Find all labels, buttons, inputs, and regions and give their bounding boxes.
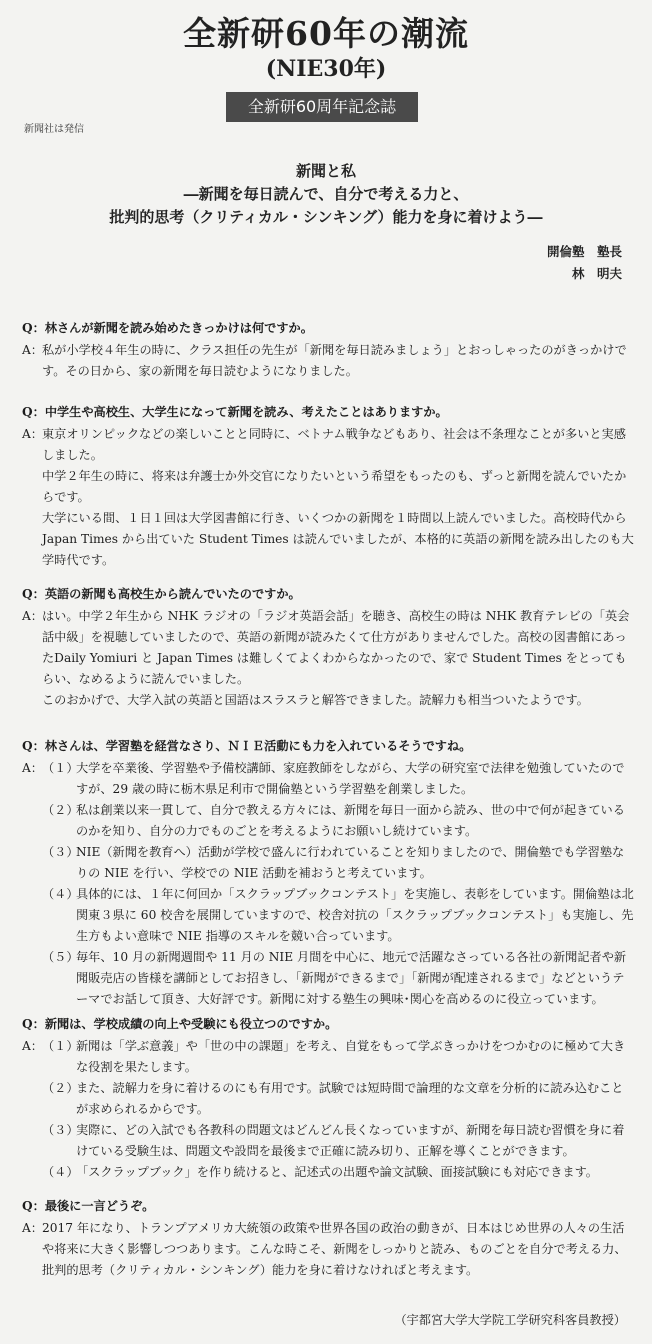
publisher-note: 新聞社は発信 <box>24 124 84 135</box>
answer: A： （１） 新聞は「学ぶ意義」や「世の中の課題」を考え、自覚をもって学ぶきっかけをつかむのに極めて大きな役割を果たします。 （２） また、読解力を身に着けるのにも有用です。試験では短時間で論理的な文章を分析的に読み込むことが求められるからです。 （３） 実際に、どの入試でも各教科の問題文はどんどん長くなっていますが、新聞を毎日読む習慣を身に着けている受験生は、問題文や設問を最後まで正確に読み切り、正解を導くことができます。 （４） 「スクラップブック」を作り続けると、記述式の出題や論文試験、面接試験にも対応できます。 <box>22 1036 634 1183</box>
answer-paragraph: 2017 年になり、トランプアメリカ大統領の政策や世界各国の政治の動きが、日本はじめ世界の人々の生活や将来に大きく影響しつつあります。こんな時こそ、新聞をしっかりと読み、ものごとを自分で考える力、批判的思考（クリティカル・シンキング）能力を身に着けなければと考えます。 <box>42 1221 627 1277</box>
answer-item: （１） 大学を卒業後、学習塾や予備校講師、家庭教師をしながら、大学の研究室で法律を勉強していたのですが、29 歳の時に栃木県足利市で開倫塾という学習塾を創業しました。 <box>42 761 625 796</box>
answer-paragraph: はい。中学２年生から NHK ラジオの「ラジオ英語会話」を聴き、高校生の時は NHK 教育テレビの「英会話中級」を視聴していましたので、英語の新聞が読みたくて仕方がありませんでした。高校の図書館にあったDaily Yomiuri と Japan Times は難しくてよくわからなかったので、家で Student Times をとってもらい、なめるように読んでいました。 <box>42 609 630 686</box>
article-heading-line2: ―新聞を毎日読んで、自分で考える力と、 <box>183 185 469 203</box>
question: Q：新聞は、学校成績の向上や受験にも役立つのですか。 <box>22 1017 338 1031</box>
answer-item: （２） 私は創業以来一貫して、自分で教える方々には、新聞を毎日一面から読み、世の中で何が起きているのかを知り、自分の力でものごとを考えるようにお願いし続けています。 <box>42 803 625 838</box>
answer-paragraph: 中学２年生の時に、将来は弁護士か外交官になりたいという希望をもったのも、ずっと新聞を読んでいたからです。 <box>42 469 627 504</box>
question: Q：最後に一言どうぞ。 <box>22 1199 155 1213</box>
qa-block-1 <box>22 318 634 382</box>
answer: A： 2017 年になり、トランプアメリカ大統領の政策や世界各国の政治の動きが、日本はじめ世界の人々の生活や将来に大きく影響しつつあります。こんな時こそ、新聞をしっかりと読み、ものごとを自分で考える力、批判的思考（クリティカル・シンキング）能力を身に着けなければと考えます。 <box>22 1218 634 1281</box>
answer-paragraph: 東京オリンピックなどの楽しいことと同時に、ベトナム戦争などもあり、社会は不条理なことが多いと実感しました。 <box>42 427 626 462</box>
article-heading-line1: 新聞と私 <box>295 162 356 180</box>
answer-paragraph: このおかげで、大学入試の英語と国語はスラスラと解答できました。読解力も相当ついたようです。 <box>42 693 589 707</box>
article-heading-line3: 批判的思考（クリティカル・シンキング）能力を身に着けよう― <box>109 208 543 226</box>
author-role: 開倫塾 塾長 <box>546 244 622 259</box>
question: Q：中学生や高校生、大学生になって新聞を読み、考えたことはありますか。 <box>22 405 448 419</box>
author-affiliation: （宇都宮大学大学院工学研究科客員教授） <box>394 1313 626 1327</box>
answer-item: （５） 毎年、10 月の新聞週間や 11 月の NIE 月間を中心に、地元で活躍なさっている各社の新聞記者や新聞販売店の皆様を講師としてお招きし、「新聞ができるまで」「新聞が配達されるまで」などというテーマでお話して頂き、大好評です。新聞に対する塾生の興味･関心を高めるのに役立っています。 <box>42 950 627 1006</box>
answer-item: （３） 実際に、どの入試でも各教科の問題文はどんどん長くなっていますが、新聞を毎日読む習慣を身に着けている受験生は、問題文や設問を最後まで正確に読み切り、正解を導くことができます。 <box>42 1123 625 1158</box>
answer-item: （１） 新聞は「学ぶ意義」や「世の中の課題」を考え、自覚をもって学ぶきっかけをつかむのに極めて大きな役割を果たします。 <box>42 1039 626 1074</box>
question: Q：林さんは、学習塾を経営なさり、ＮＩＥ活動にも力を入れているそうですね。 <box>22 739 472 753</box>
anniversary-badge: 全新研60周年記念誌 <box>226 92 418 122</box>
answer: A： 私が小学校４年生の時に、クラス担任の先生が「新聞を毎日読みましょう」とおっしゃったのがきっかけです。その日から、家の新聞を毎日読むようになりました。 <box>22 340 634 382</box>
answer: A： 東京オリンピックなどの楽しいことと同時に、ベトナム戦争などもあり、社会は不条理なことが多いと実感しました。 中学２年生の時に、将来は弁護士か外交官になりたいという希望をもったのも、ずっと新聞を読んでいたからです。 大学にいる間、１日１回は大学図書館に行き、いくつかの新聞を１時間以上読んでいました。高校時代から Japan Times から出ていた Student Times は読んでいましたが、本格的に英語の新聞を読み出したのも大学時代です。 <box>22 424 634 571</box>
answer-item: （３） NIE（新聞を教育へ）活動が学校で盛んに行われていることを知りましたので、開倫塾でも学習塾なりの NIE を行い、学校での NIE 活動を補おうと考えています。 <box>42 845 625 880</box>
answer-paragraph: 大学にいる間、１日１回は大学図書館に行き、いくつかの新聞を１時間以上読んでいました。高校時代から Japan Times から出ていた Student Times は読んでいましたが、本格的に英語の新聞を読み出したのも大学時代です。 <box>42 511 634 567</box>
answer: A： （１） 大学を卒業後、学習塾や予備校講師、家庭教師をしながら、大学の研究室で法律を勉強していたのですが、29 歳の時に栃木県足利市で開倫塾という学習塾を創業しました。 （２） 私は創業以来一貫して、自分で教える方々には、新聞を毎日一面から読み、世の中で何が起きているのかを知り、自分の力でものごとを考えるようにお願いし続けています。 （３） NIE（新聞を教育へ）活動が学校で盛んに行われていることを知りましたので、開倫塾でも学習塾なりの NIE を行い、学校での NIE 活動を補おうと考えています。 （４） 具体的には、１年に何回か「スクラップブックコンテスト」を実施し、表彰をしています。開倫塾は北関東３県に 60 校舎を展開していますので、校舎対抗の「スクラップブックコンテスト」も実施し、先生方もよい意味で NIE 指導のスキルを競い合っています。 （５） 毎年、10 月の新聞週間や 11 月の NIE 月間を中心に、地元で活躍なさっている各社の新聞記者や新聞販売店の皆様を講師としてお招きし、「新聞ができるまで」「新聞が配達されるまで」などというテーマでお話して頂き、大好評です。新聞に対する塾生の興味･関心を高めるのに役立っています。 <box>22 758 634 1010</box>
answer-item: （２） また、読解力を身に着けるのにも有用です。試験では短時間で論理的な文章を分析的に読み込むことが求められるからです。 <box>42 1081 624 1116</box>
question: Q：英語の新聞も高校生から読んでいたのですか。 <box>22 587 301 601</box>
qa-block-6 <box>22 1196 634 1281</box>
answer-paragraph: 私が小学校４年生の時に、クラス担任の先生が「新聞を毎日読みましょう」とおっしゃったのがきっかけです。その日から、家の新聞を毎日読むようになりました。 <box>42 343 627 378</box>
qa-block-5 <box>22 1014 634 1183</box>
document-subtitle: (NIE30年) <box>265 56 387 82</box>
answer-item: （４） 「スクラップブック」を作り続けると、記述式の出題や論文試験、面接試験にも対応できます。 <box>42 1165 598 1179</box>
qa-block-2 <box>22 402 634 571</box>
answer-item: （４） 具体的には、１年に何回か「スクラップブックコンテスト」を実施し、表彰をしています。開倫塾は北関東３県に 60 校舎を展開していますので、校舎対抗の「スクラップブックコンテスト」も実施し、先生方もよい意味で NIE 指導のスキルを競い合っています。 <box>42 887 634 943</box>
document-title: 全新研60年の潮流 <box>183 14 469 53</box>
author-name: 林 明夫 <box>571 266 622 281</box>
answer: A： はい。中学２年生から NHK ラジオの「ラジオ英語会話」を聴き、高校生の時は NHK 教育テレビの「英会話中級」を視聴していましたので、英語の新聞が読みたくて仕方がありませんでした。高校の図書館にあったDaily Yomiuri と Japan Times は難しくてよくわからなかったので、家で Student Times をとってもらい、なめるように読んでいました。 このおかげで、大学入試の英語と国語はスラスラと解答できました。読解力も相当ついたようです。 <box>22 606 634 711</box>
qa-block-3 <box>22 584 634 711</box>
question: Q：林さんが新聞を読み始めたきっかけは何ですか。 <box>22 321 313 335</box>
qa-block-4 <box>22 736 634 1010</box>
